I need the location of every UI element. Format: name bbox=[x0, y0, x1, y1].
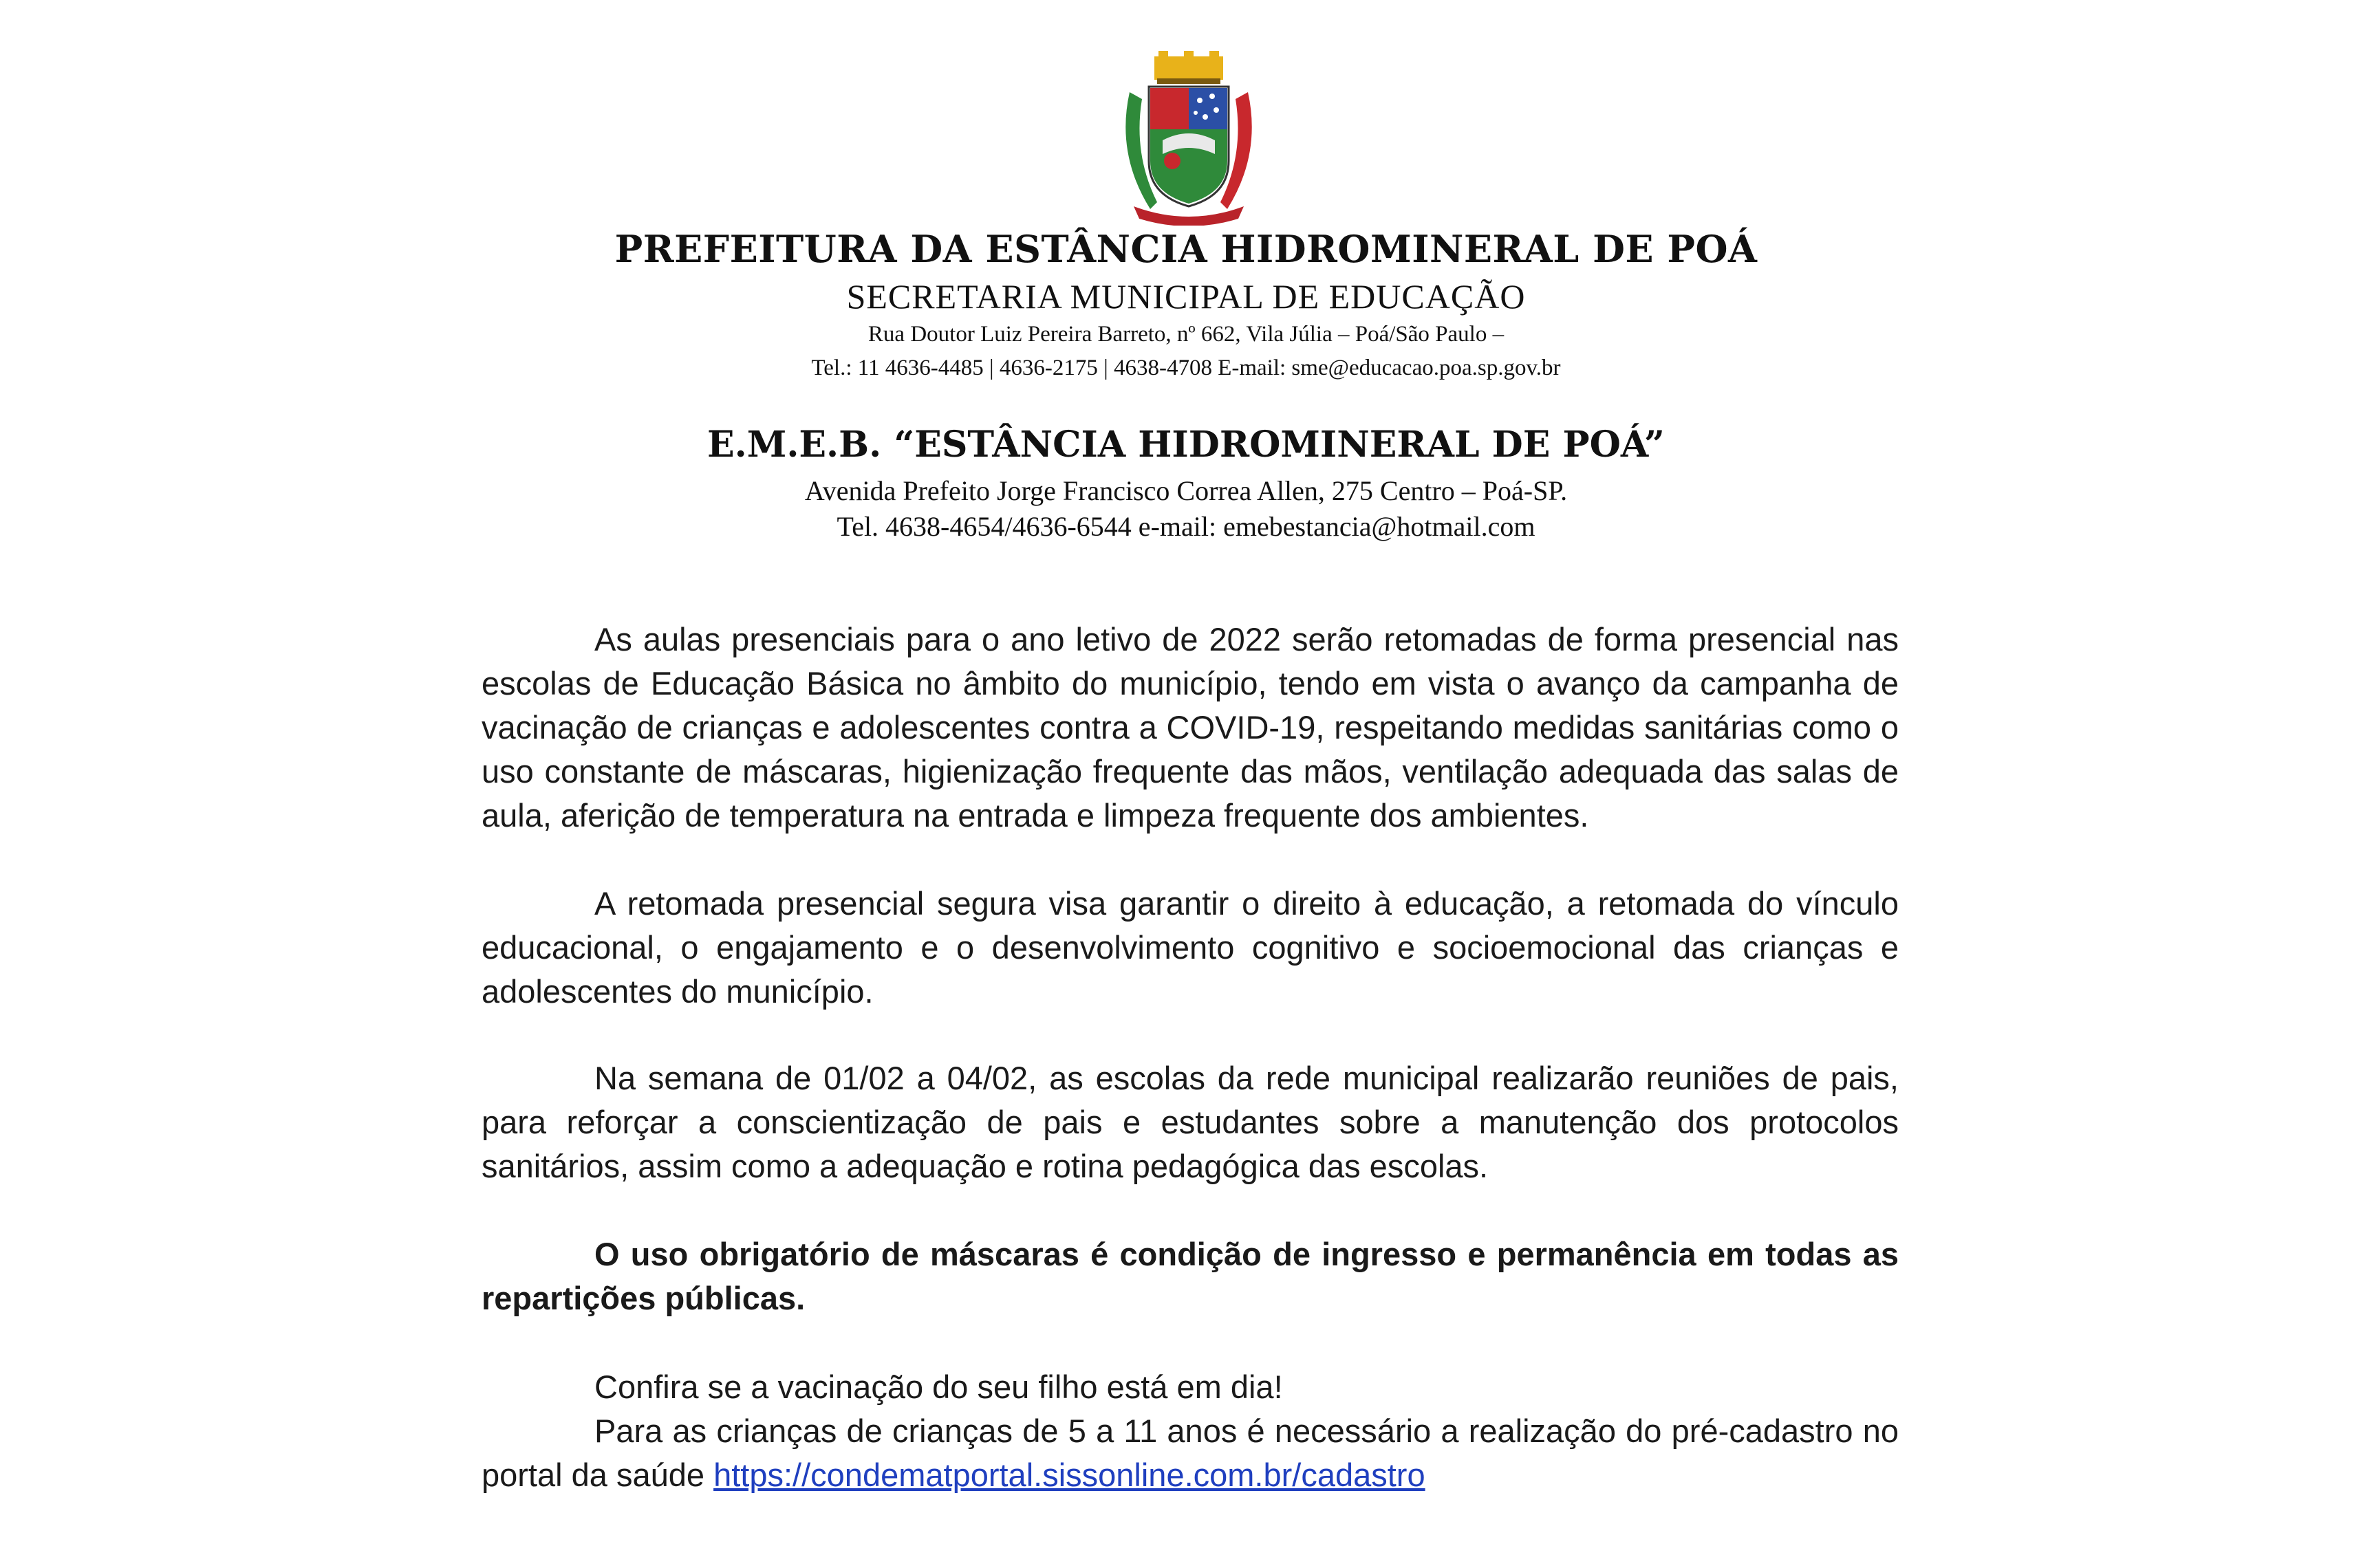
pre-registration-link[interactable]: https://condematportal.sissonline.com.br/cadastro bbox=[713, 1457, 1425, 1493]
pre-registration-text: Para as crianças de crianças de 5 a 11 anos é necessário a realização do pré-cadastro no portal da saúde bbox=[482, 1413, 1899, 1493]
school-contact: Tel. 4638-4654/4636-6544 e-mail: emebestancia@hotmail.com bbox=[837, 511, 1535, 542]
org-title: PREFEITURA DA ESTÂNCIA HIDROMINERAL DE POÁ bbox=[614, 227, 1758, 271]
paragraph-parent-meetings: Na semana de 01/02 a 04/02, as escolas da rede municipal realizarão reuniões de pais, para reforçar a conscientização de pais e estudantes sobre a manutenção dos protocolos sanitários, assim como a adequação e rotina pedagógica das escolas. bbox=[482, 1060, 1899, 1184]
org-contact: Tel.: 11 4636-4485 | 4636-2175 | 4638-4708 E-mail: sme@educacao.poa.sp.gov.br bbox=[811, 356, 1561, 380]
paragraph-mask-requirement: O uso obrigatório de máscaras é condição de ingresso e permanência em todas as repartições públicas. bbox=[482, 1236, 1899, 1316]
org-subtitle: SECRETARIA MUNICIPAL DE EDUCAÇÃO bbox=[846, 277, 1526, 316]
school-address: Avenida Prefeito Jorge Francisco Correa Allen, 275 Centro – Poá-SP. bbox=[804, 475, 1568, 506]
paragraph-safe-return: A retomada presencial segura visa garantir o direito à educação, a retomada do vínculo educacional, o engajamento e o desenvolvimento cognitivo e socioemocional das crianças e adolescentes do município. bbox=[482, 885, 1899, 1010]
org-address: Rua Doutor Luiz Pereira Barreto, nº 662, Vila Júlia – Poá/São Paulo – bbox=[867, 322, 1505, 347]
municipal-coat-of-arms-icon bbox=[1109, 51, 1269, 226]
paragraph-check-vaccination: Confira se a vacinação do seu filho está em dia! bbox=[594, 1369, 1283, 1405]
paragraph-classes-resumption: As aulas presenciais para o ano letivo de 2022 serão retomadas de forma presencial nas escolas de Educação Básica no âmbito do município, tendo em vista o avanço da campanha de vacinação de crianças e adolescentes contra a COVID-19, respeitando medidas sanitárias como o uso constante de máscaras, higienização frequente das mãos, ventilação adequada das salas de aula, aferição de temperatura na entrada e limpeza frequente dos ambientes. bbox=[482, 621, 1899, 834]
paragraph-pre-registration bbox=[482, 1409, 1899, 1497]
school-title: E.M.E.B. “ESTÂNCIA HIDROMINERAL DE POÁ” bbox=[707, 424, 1665, 466]
